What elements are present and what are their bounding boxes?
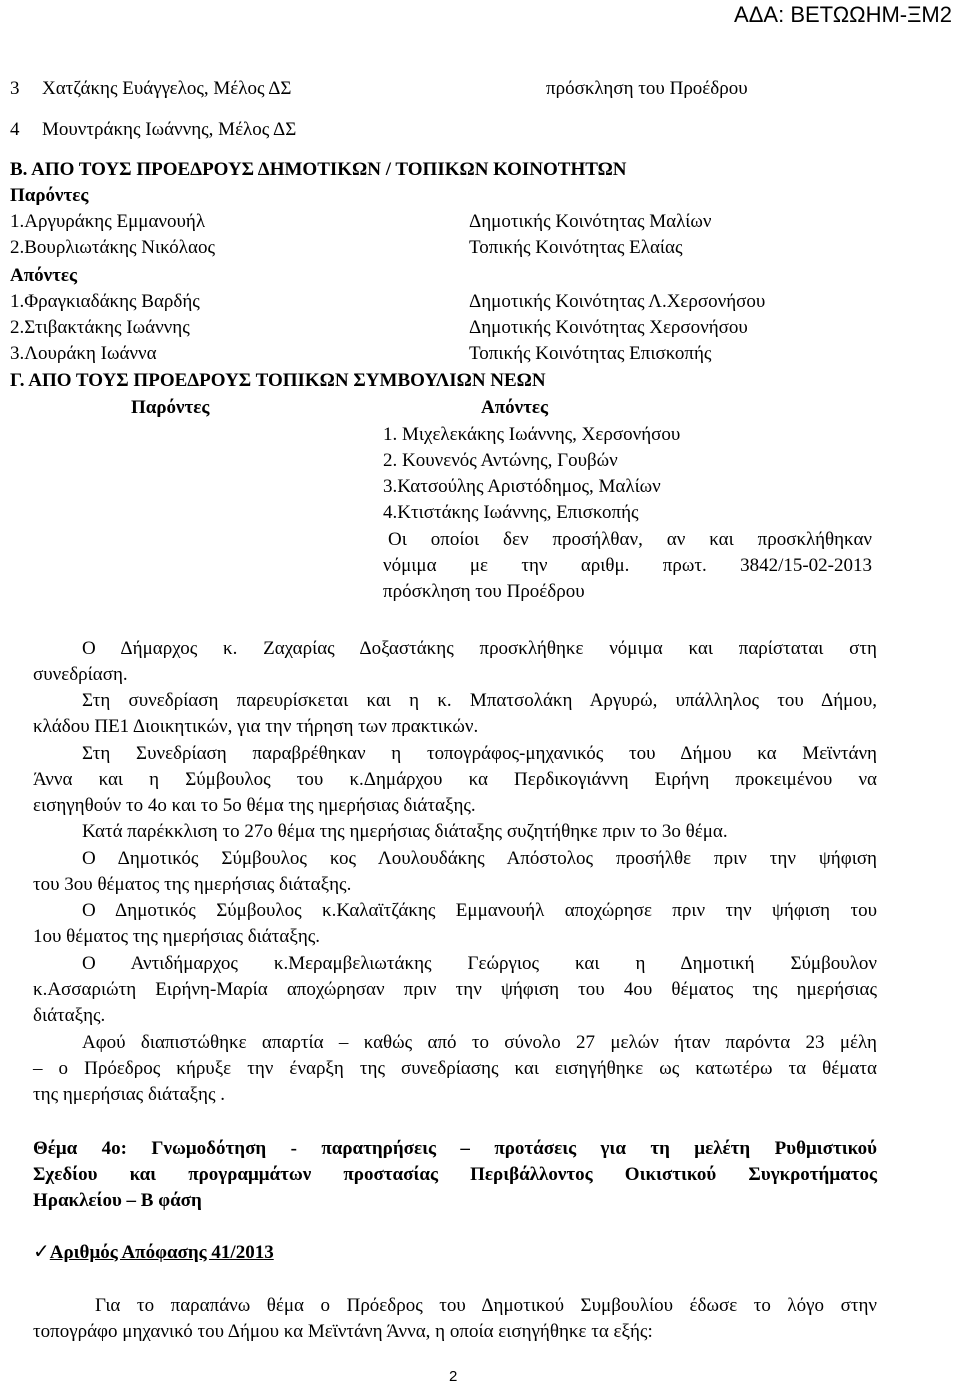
absent-community: Δημοτικής Κοινότητας Λ.Χερσονήσου	[469, 291, 766, 312]
decision-number: Αριθμός Απόφασης 41/2013	[49, 1242, 274, 1263]
absent-community: Δημοτικής Κοινότητας Χερσονήσου	[469, 317, 748, 338]
body-line: Ο Δημοτικός Σύμβουλος κ.Καλαϊτζάκης Εμμανουήλ αποχώρησε πριν την ψήφιση του	[82, 900, 877, 921]
body-line: Στη συνεδρίαση παρευρίσκεται και η κ. Μπατσολάκη Αργυρώ, υπάλληλος του Δήμου,	[82, 690, 877, 711]
member-name: Μουντράκης Ιωάννης, Μέλος ΔΣ	[42, 119, 297, 140]
absent-community: Τοπικής Κοινότητας Επισκοπής	[469, 343, 712, 364]
member-num: 4	[10, 119, 20, 140]
body-line: Στη Συνεδρίαση παραβρέθηκαν η τοπογράφος-μηχανικός του Δήμου κα Μεϊντάνη	[82, 743, 877, 764]
member-name: Χατζάκης Ευάγγελος, Μέλος ΔΣ	[42, 78, 292, 99]
body-line: Ο Δημοτικός Σύμβουλος κος Λουλουδάκης Απόστολος προσήλθε πριν την ψήφιση	[82, 848, 877, 869]
body-line: Αφού διαπιστώθηκε απαρτία – καθώς από το σύνολο 27 μελών ήταν παρόντα 23 μέλη	[82, 1032, 877, 1053]
section-b-title: Β. ΑΠΟ ΤΟΥΣ ΠΡΟΕΔΡΟΥΣ ΔΗΜΟΤΙΚΩΝ / ΤΟΠΙΚΩΝ ΚΟΙΝΟΤΗΤΩΝ	[10, 159, 627, 180]
body-line: του 3ου θέματος της ημερήσιας διάταξης.	[33, 874, 352, 895]
absent-name: 2.Στιβακτάκης Ιωάννης	[10, 317, 190, 338]
body-line: Κατά παρέκκλιση το 27ο θέμα της ημερήσιας διάταξης συζητήθηκε πριν το 3ο θέμα.	[82, 821, 728, 842]
body-line: της ημερήσιας διάταξης .	[33, 1084, 225, 1105]
page-number: 2	[449, 1368, 458, 1385]
present-name: 2.Βουρλιωτάκης Νικόλαος	[10, 237, 215, 258]
ada-code: ΑΔΑ: ΒΕΤΩΩΗΜ-ΞΜ2	[734, 2, 952, 27]
present-community: Δημοτικής Κοινότητας Μαλίων	[469, 211, 712, 232]
section-c-note-line: νόμιμα με την αριθμ. πρωτ. 3842/15-02-2013	[383, 555, 872, 576]
section-c-title: Γ. ΑΠΟ ΤΟΥΣ ΠΡΟΕΔΡΟΥΣ ΤΟΠΙΚΩΝ ΣΥΜΒΟΥΛΙΩΝ ΝΕΩΝ	[10, 370, 546, 391]
topic-line: Σχεδίου και προγραμμάτων προστασίας Περιβάλλοντος Οικιστικού Συγκροτήματος	[33, 1164, 877, 1185]
section-c-note-line: Οι οποίοι δεν προσήλθαν, αν και προσκλήθηκαν	[388, 529, 872, 550]
body-line: Άννα και η Σύμβουλος του κ.Δημάρχου κα Περδικογιάννη Ειρήνη προκειμένου να	[33, 769, 877, 790]
checkmark-icon: ✓	[33, 1239, 50, 1263]
present-name: 1.Αργυράκης Εμμανουήλ	[10, 211, 206, 232]
section-c-absent-item: 2. Κουνενός Αντώνης, Γουβών	[383, 450, 618, 471]
body-line: Ο Δήμαρχος κ. Ζαχαρίας Δοξαστάκης προσκλήθηκε νόμιμα και παρίσταται στη	[82, 638, 877, 659]
absent-name: 1.Φραγκιαδάκης Βαρδής	[10, 291, 200, 312]
section-c-absent-label: Απόντες	[481, 397, 549, 418]
topic-line: Ηρακλείου – Β φάση	[33, 1190, 202, 1211]
decision	[33, 1238, 274, 1266]
section-c-present-label: Παρόντες	[131, 397, 210, 418]
body-line: – ο Πρόεδρος κήρυξε την έναρξη της συνεδρίασης και εισηγήθηκε ως κατωτέρω τα θέματα	[33, 1058, 877, 1079]
member-note: πρόσκληση του Προέδρου	[546, 78, 748, 99]
body-line: εισηγηθούν το 4ο και το 5ο θέμα της ημερήσιας διάταξης.	[33, 795, 476, 816]
section-c-absent-item: 4.Κτιστάκης Ιωάννης, Επισκοπής	[383, 502, 639, 523]
topic-line: Θέμα 4ο: Γνωμοδότηση - παρατηρήσεις – προτάσεις για τη μελέτη Ρυθμιστικού	[33, 1138, 877, 1159]
section-b-absent-label: Απόντες	[10, 265, 78, 286]
body-line: διάταξης.	[33, 1005, 106, 1026]
section-c-absent-item: 3.Κατσούλης Αριστόδημος, Μαλίων	[383, 476, 661, 497]
section-b-present-label: Παρόντες	[10, 185, 89, 206]
body-line: κλάδου ΠΕ1 Διοικητικών, για την τήρηση των πρακτικών.	[33, 716, 479, 737]
body-line: Ο Αντιδήμαρχος κ.Μεραμβελιωτάκης Γεώργιος και η Δημοτική Σύμβουλον	[82, 953, 877, 974]
body-line: 1ου θέματος της ημερήσιας διάταξης.	[33, 926, 321, 947]
section-c-absent-item: 1. Μιχελεκάκης Ιωάννης, Χερσονήσου	[383, 424, 681, 445]
closing-line: Για το παραπάνω θέμα ο Πρόεδρος του Δημοτικού Συμβουλίου έδωσε το λόγο στην	[95, 1295, 877, 1316]
closing-line: τοπογράφο μηχανικό του Δήμου κα Μεϊντάνη Άννα, η οποία εισηγήθηκε τα εξής:	[33, 1321, 653, 1342]
present-community: Τοπικής Κοινότητας Ελαίας	[469, 237, 683, 258]
member-num: 3	[10, 78, 20, 99]
body-line: συνεδρίαση.	[33, 664, 128, 685]
absent-name: 3.Λουράκη Ιωάννα	[10, 343, 157, 364]
body-line: κ.Ασσαριώτη Ειρήνη-Μαρία αποχώρησαν πριν την ψήφιση του 4ου θέματος της ημερήσιας	[33, 979, 877, 1000]
section-c-note-line: πρόσκληση του Προέδρου	[383, 581, 585, 602]
